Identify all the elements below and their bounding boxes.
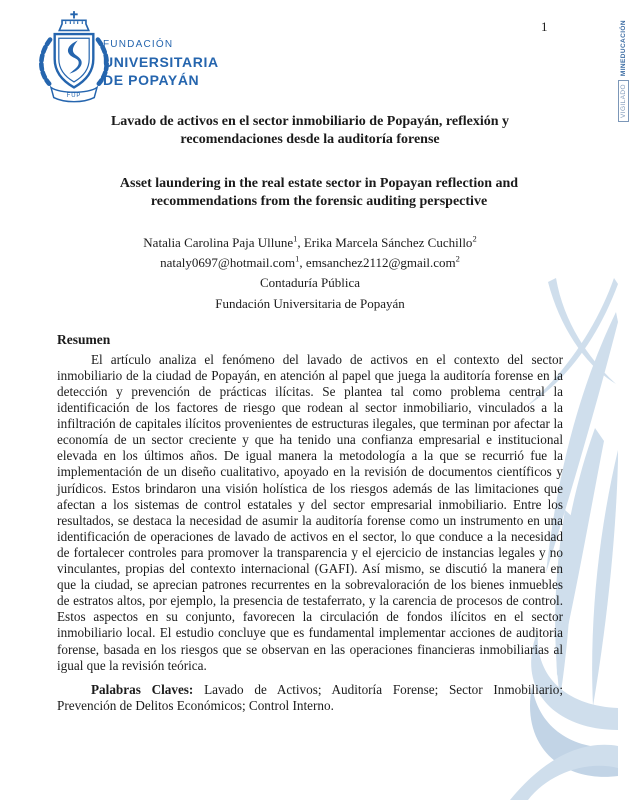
keywords-text: Lavado de Activos; Auditoría Forense; Sector Inmobiliario; Prevención de Delitos Económicos; Control Interno. [57, 681, 564, 713]
author-1: Natalia Carolina Paja Ullune [143, 235, 294, 250]
program-name: Contaduría Pública [259, 275, 360, 291]
mineducacion-label: MINEDUCACIÓN [619, 20, 627, 77]
keywords-label: Palabras Claves: [91, 681, 194, 697]
laurel-left [41, 40, 50, 84]
institution-name: Fundación Universitaria de Popayán [215, 295, 405, 311]
page-number: 1 [541, 19, 548, 34]
banner-text: FUP [66, 93, 82, 100]
vigilado-mineducacion-badge [616, 12, 630, 122]
abstract-heading: Resumen [57, 331, 111, 347]
email-2-superscript: 2 [455, 253, 460, 264]
author-names [57, 233, 563, 253]
wordmark-de-popayan: DE POPAYÁN [103, 72, 200, 88]
email-1-superscript: 1 [295, 253, 300, 264]
cross-icon [70, 11, 77, 18]
author-block [57, 233, 563, 314]
author-2-superscript: 2 [472, 233, 477, 244]
title-spanish: Lavado de activos en el sector inmobiliario de Popayán, reflexión y recomendaciones desde la auditoría forense [110, 114, 510, 147]
university-wordmark [103, 40, 219, 87]
abstract-text: El artículo analiza el fenómeno del lavado de activos en el contexto del sector inmobiliario de la ciudad de Popayán, en atención al papel que juega la auditoría forense en la detección y prevención de prácticas ilícitas. Se plantea tal como problema central la identificación de los factores de riesgo que rodean al sector inmobiliario, vinculados a la infiltración de capitales ilícitos provenientes de estructuras ilegales, que terminan por afectar la economía de un sector creciente y que ha tenido una confianza empresarial e institucional elevada en los últimos años. De igual manera la metodología a la que se recurrió fue la implementación de un diseño cualitativo, apoyado en la revisión de documentos científicos y jurídicos. Estos brindaron una visión holística de los riesgos además de las limitaciones que afectan a los sistemas de control estatales y del sector empresarial inmobiliario. Entre los resultados, se destaca la necesidad de asumir la auditoría forense como un instrumento en una identificación de operaciones de lavado de activos en el sector, lo que conduce a la necesidad de fortalecer controles para promover la transparencia y el ejercicio de instancias legales y no vinculantes, propias del contexto internacional (GAFI). Así mismo, se discutió la manera en que la ciudad, se aprecian patrones recurrentes en la sobrevaloración de los bienes inmuebles de estratos altos, por ejemplo, la presencia de testaferrato, y la carencia de procesos de control. Estos aspectos en su conjunto, favorecen la circulación de fondos ilícitos en el sector inmobiliario local. El estudio concluye que es fundamental implementar acciones de auditoria forense, basada en los riesgos que se observan en las operaciones financieras inmobiliarias al igual que la revisión teórica. [57, 351, 563, 673]
author-emails [57, 253, 563, 273]
author-1-superscript: 1 [293, 233, 298, 244]
title-english: Asset laundering in the real estate sector in Popayan reflection and recommendations from the forensic auditing perspective [119, 176, 519, 209]
shield-outer [55, 34, 94, 87]
email-2: emsanchez2112@gmail.com [305, 255, 456, 271]
condor-emblem [68, 41, 82, 74]
author-separator: , [297, 235, 304, 250]
email-1: nataly0697@hotmail.com [160, 255, 296, 271]
wordmark-universitaria: UNIVERSITARIA [103, 54, 219, 70]
wordmark-fundacion: FUNDACIÓN [103, 39, 174, 50]
vigilado-label: VIGILADO [618, 80, 629, 122]
keywords-paragraph [57, 682, 563, 714]
author-2: Erika Marcela Sánchez Cuchillo [303, 235, 473, 250]
email-separator: , [299, 255, 306, 271]
